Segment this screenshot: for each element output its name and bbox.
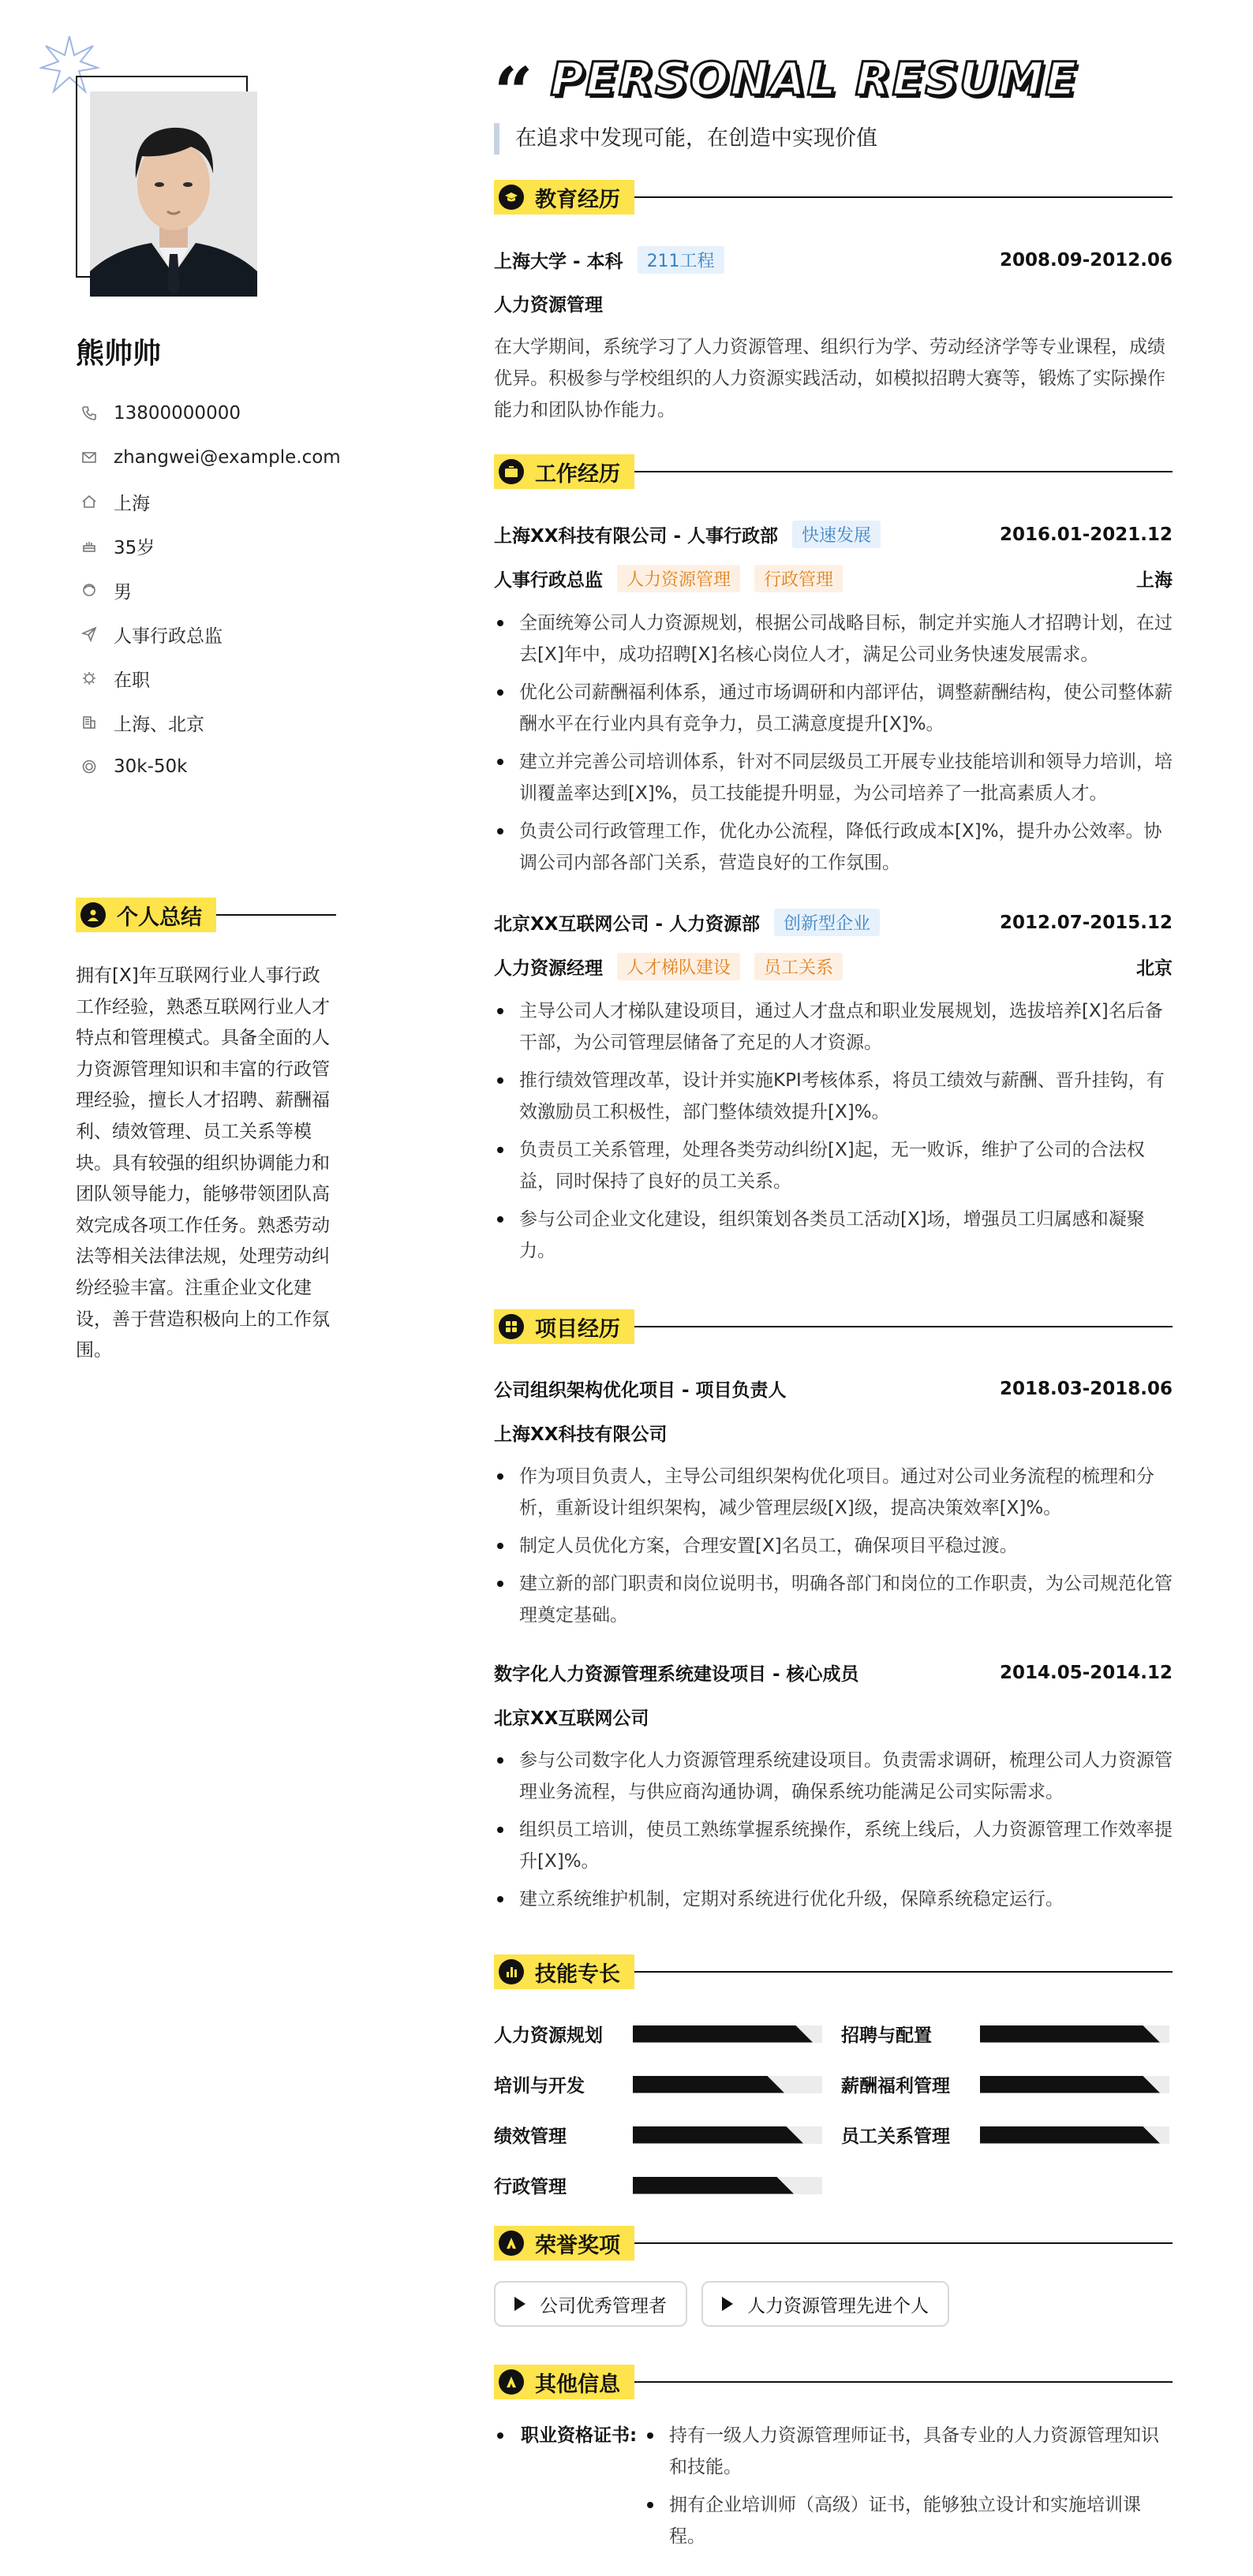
job-company: 北京XX互联网公司 - 人力资源部 (494, 914, 761, 935)
project-date: 2018.03-2018.06 (999, 1378, 1173, 1399)
section-divider (634, 471, 1173, 472)
person-name: 熊帅帅 (76, 338, 162, 370)
skill-bar (633, 2076, 822, 2093)
user-icon (80, 902, 106, 928)
job-badge: 快速发展 (792, 521, 881, 548)
section-tag (494, 2226, 634, 2261)
job-tag: 行政管理 (754, 565, 843, 592)
project-company: 上海XX科技有限公司 (494, 1424, 668, 1445)
phone-icon (80, 405, 98, 422)
section-title: 个人总结 (117, 905, 202, 930)
section-other-header (494, 2365, 1173, 2399)
project-bullets (494, 1745, 1173, 1921)
project-company-row (494, 1420, 1173, 1446)
list-item: 全面统筹公司人力资源规划，根据公司战略目标，制定并实施人才招聘计划，在过去[X]年中，成功招聘[X]名核心岗位人才，满足公司业务快速发展需求。 (494, 607, 1173, 670)
contact-value: 上海、北京 (114, 714, 204, 735)
summary-text: 拥有[X]年互联网行业人事行政工作经验，熟悉互联网行业人才特点和管理模式。具备全面的人力资源管理知识和丰富的行政管理经验，擅长人才招聘、薪酬福利、绩效管理、员工关系等模块。具有较强的组织协调能力和团队领导能力，能够带领团队高效完成各项工作任务。熟悉劳动法等相关法律法规，处理劳动纠纷经验丰富。注重企业文化建设，善于营造积极向上的工作氛围。 (76, 965, 330, 1361)
project-date: 2014.05-2014.12 (999, 1662, 1173, 1683)
job-badge: 创新型企业 (774, 909, 880, 936)
education-date: 2008.09-2012.06 (999, 249, 1173, 271)
section-projects-header (494, 1309, 1173, 1344)
section-divider (634, 2242, 1173, 2244)
building-icon (80, 714, 98, 731)
section-title: 工作经历 (535, 461, 620, 487)
skill-name: 招聘与配置 (841, 2025, 932, 2046)
skill-name: 人力资源规划 (494, 2025, 603, 2046)
award-label: 公司优秀管理者 (540, 2295, 667, 2317)
award-chip (701, 2281, 949, 2327)
status-icon (80, 670, 98, 687)
skill-bar-fill (980, 2076, 1160, 2093)
job-role: 人事行政总监 (494, 570, 603, 591)
send-icon (80, 625, 98, 643)
other-info (494, 2420, 1173, 2559)
section-summary-header (76, 898, 336, 932)
job-location: 北京 (1136, 958, 1173, 979)
section-tag (76, 898, 216, 932)
resume-title (494, 47, 1079, 133)
section-title: 项目经历 (535, 1316, 620, 1342)
list-item: 作为项目负责人，主导公司组织架构优化项目。通过对公司业务流程的梳理和分析，重新设计组织架构，减少管理层级[X]级，提高决策效率[X]%。 (494, 1461, 1173, 1524)
section-divider (634, 2381, 1173, 2383)
list-item: 参与公司企业文化建设，组织策划各类员工活动[X]场，增强员工归属感和凝聚力。 (494, 1204, 1173, 1267)
list-item: 推行绩效管理改革，设计并实施KPI考核体系，将员工绩效与薪酬、晋升挂钩，有效激励员工积极性，部门整体绩效提升[X]%。 (494, 1065, 1173, 1128)
project-name: 公司组织架构优化项目 - 项目负责人 (494, 1380, 787, 1401)
play-icon (514, 2297, 526, 2311)
contact-value: 13800000000 (114, 403, 241, 424)
home-icon (80, 493, 98, 510)
info-icon (499, 2369, 524, 2395)
skill-bar (633, 2025, 822, 2043)
section-tag (494, 180, 634, 215)
job-tag: 人才梯队建设 (617, 953, 740, 980)
school-name: 上海大学 - 本科 (494, 252, 623, 272)
section-divider (634, 196, 1173, 198)
section-tag (494, 2365, 634, 2399)
skill-name: 绩效管理 (494, 2126, 567, 2147)
award-label: 人力资源管理先进个人 (747, 2295, 929, 2317)
contact-value: zhangwei@example.com (114, 447, 341, 468)
job-company: 上海XX科技有限公司 - 人事行政部 (494, 526, 779, 547)
major-name: 人力资源管理 (494, 295, 603, 315)
list-item: 建立新的部门职责和岗位说明书，明确各部门和岗位的工作职责，为公司规范化管理奠定基础。 (494, 1568, 1173, 1631)
section-awards-header (494, 2226, 1173, 2261)
contact-info (76, 391, 344, 789)
section-work-header (494, 454, 1173, 489)
skill-bar (980, 2076, 1169, 2093)
skill-name: 薪酬福利管理 (841, 2076, 950, 2096)
other-row (494, 2420, 1173, 2559)
skill-bar-fill (980, 2126, 1160, 2144)
skill-item (494, 2071, 822, 2097)
education-major (494, 290, 1173, 316)
bullet-dot (497, 2432, 503, 2439)
section-title: 其他信息 (535, 2372, 620, 2397)
job-location: 上海 (1136, 570, 1173, 591)
skill-bar-fill (633, 2177, 794, 2194)
skill-bar-fill (633, 2126, 803, 2144)
job-tag: 员工关系 (754, 953, 843, 980)
section-education-header (494, 180, 1173, 215)
section-tag (494, 1954, 634, 1989)
project-head (494, 1376, 1173, 1402)
job-role-row (494, 953, 1173, 980)
graduation-cap-icon (499, 185, 524, 210)
section-tag (494, 1309, 634, 1344)
skill-name: 员工关系管理 (841, 2126, 950, 2147)
contact-salary (76, 745, 344, 789)
job-bullets (494, 995, 1173, 1273)
list-item: 制定人员优化方案，合理安置[X]名员工，确保项目平稳过渡。 (494, 1530, 1173, 1562)
list-item: 参与公司数字化人力资源管理系统建设项目。负责需求调研，梳理公司人力资源管理业务流程，与供应商沟通协调，确保系统功能满足公司实际需求。 (494, 1745, 1173, 1808)
briefcase-icon (499, 459, 524, 484)
skill-bar (980, 2025, 1169, 2043)
skill-name: 行政管理 (494, 2177, 567, 2197)
quote-mark: “ (494, 53, 533, 133)
contact-age (76, 524, 344, 568)
skill-name: 培训与开发 (494, 2076, 585, 2096)
section-divider (634, 1971, 1173, 1973)
job-head (494, 909, 1173, 936)
job-role-row (494, 565, 1173, 592)
job-date: 2012.07-2015.12 (999, 912, 1173, 933)
contact-value: 35岁 (114, 537, 155, 558)
contact-status (76, 656, 344, 700)
job-date: 2016.01-2021.12 (999, 524, 1173, 545)
bar-chart-icon (499, 1959, 524, 1984)
project-bullets (494, 1461, 1173, 1637)
project-name: 数字化人力资源管理系统建设项目 - 核心成员 (494, 1664, 859, 1685)
skill-item (494, 2122, 822, 2148)
school-badge: 211工程 (638, 246, 724, 274)
skill-item (841, 2071, 1169, 2097)
job-bullets (494, 607, 1173, 885)
contact-value: 30k-50k (114, 756, 188, 777)
skill-bar (980, 2126, 1169, 2144)
section-title: 技能专长 (535, 1962, 620, 1987)
other-key: 职业资格证书: (521, 2425, 638, 2446)
section-title: 荣誉奖项 (535, 2233, 620, 2258)
project-company: 北京XX互联网公司 (494, 1708, 649, 1729)
skill-bar-fill (633, 2076, 784, 2093)
skill-item (841, 2122, 1169, 2148)
other-list (644, 2420, 1173, 2559)
list-item: 负责员工关系管理，处理各类劳动纠纷[X]起，无一败诉，维护了公司的合法权益，同时保持了良好的员工关系。 (494, 1134, 1173, 1197)
section-divider (216, 914, 336, 916)
salary-icon (80, 758, 98, 775)
list-item: 建立系统维护机制，定期对系统进行优化升级，保障系统稳定运行。 (494, 1883, 1173, 1915)
list-item: 主导公司人才梯队建设项目，通过人才盘点和职业发展规划，选拔培养[X]名后备干部，为公司管理层储备了充足的人才资源。 (494, 995, 1173, 1058)
profile-photo (90, 91, 257, 297)
section-divider (634, 1326, 1173, 1327)
contact-position (76, 612, 344, 656)
email-icon (80, 449, 98, 466)
contact-value: 人事行政总监 (114, 625, 223, 647)
skill-item (494, 2021, 822, 2047)
cake-icon (80, 537, 98, 554)
list-item: 负责公司行政管理工作，优化办公流程，降低行政成本[X]%，提升办公效率。协调公司内部各部门关系，营造良好的工作氛围。 (494, 816, 1173, 879)
section-title: 教育经历 (535, 187, 620, 212)
section-tag (494, 454, 634, 489)
avatar (76, 76, 249, 281)
skill-bar-fill (980, 2025, 1160, 2043)
skill-item (494, 2172, 822, 2198)
grid-icon (499, 1314, 524, 1339)
page-title: PERSONAL RESUME (550, 52, 1079, 106)
contact-value: 在职 (114, 670, 150, 691)
skill-bar (633, 2177, 822, 2194)
education-head (494, 246, 1173, 274)
education-desc: 在大学期间，系统学习了人力资源管理、组织行为学、劳动经济学等专业课程，成绩优异。积极参与学校组织的人力资源实践活动，如模拟招聘大赛等，锻炼了实际操作能力和团队协作能力。 (494, 337, 1165, 420)
contact-value: 男 (114, 581, 132, 603)
contact-gender (76, 568, 344, 612)
list-item: 优化公司薪酬福利体系，通过市场调研和内部评估，调整薪酬结构，使公司整体薪酬水平在行业内具有竞争力，员工满意度提升[X]%。 (494, 677, 1173, 740)
job-head (494, 521, 1173, 548)
skill-bar-fill (633, 2025, 813, 2043)
contact-work-city (76, 700, 344, 745)
contact-city (76, 480, 344, 524)
contact-email (76, 435, 344, 480)
skill-item (841, 2021, 1169, 2047)
award-chip (494, 2281, 687, 2327)
job-role: 人力资源经理 (494, 958, 603, 979)
project-head (494, 1659, 1173, 1686)
project-company-row (494, 1704, 1173, 1730)
contact-value: 上海 (114, 493, 150, 514)
section-skills-header (494, 1954, 1173, 1989)
skill-bar (633, 2126, 822, 2144)
list-item: 拥有企业培训师（高级）证书，能够独立设计和实施培训课程。 (644, 2489, 1173, 2552)
list-item: 组织员工培训，使员工熟练掌握系统操作，系统上线后，人力资源管理工作效率提升[X]%。 (494, 1814, 1173, 1877)
contact-phone (76, 391, 344, 435)
gender-icon (80, 581, 98, 599)
awards-list (494, 2281, 949, 2327)
job-tag: 人力资源管理 (617, 565, 740, 592)
award-icon (499, 2231, 524, 2256)
play-icon (722, 2297, 733, 2311)
list-item: 建立并完善公司培训体系，针对不同层级员工开展专业技能培训和领导力培训，培训覆盖率达到[X]%，员工技能提升明显，为公司培养了一批高素质人才。 (494, 746, 1173, 809)
list-item: 持有一级人力资源管理师证书，具备专业的人力资源管理知识和技能。 (644, 2420, 1173, 2483)
motto: 在追求中发现可能，在创造中实现价值 (494, 123, 877, 155)
